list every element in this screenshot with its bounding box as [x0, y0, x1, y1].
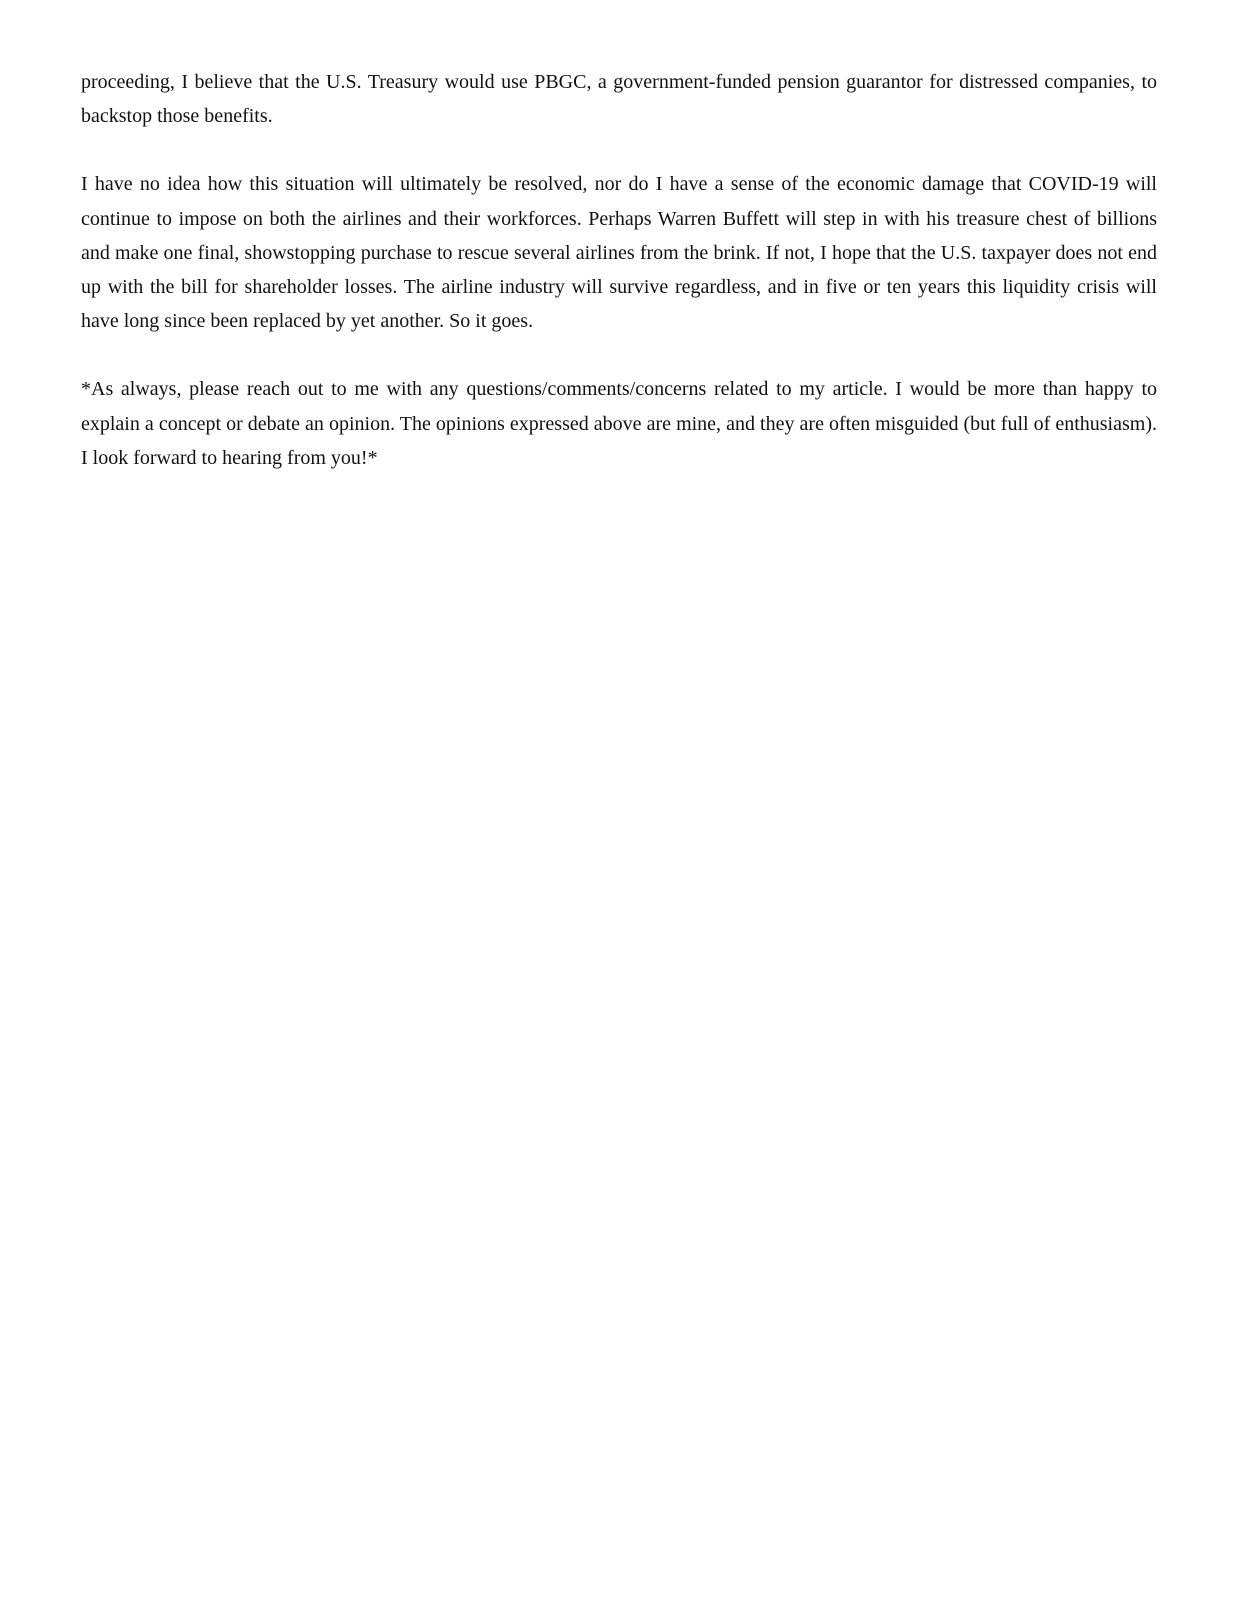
paragraph-resolution-outlook: I have no idea how this situation will ultimately be resolved, nor do I have a sense of the economic damage that COVID-19 will continue to impose on both the airlines and their workforces. Perhaps Warren Buffett will step in with his treasure chest of billions and make one final, showstopping purchase to rescue several airlines from the brink. If not, I hope that the U.S. taxpayer does not end up with the bill for shareholder losses. The airline industry will survive regardless, and in five or ten years this liquidity crisis will have long since been replaced by yet another. So it goes. — [81, 173, 1157, 333]
paragraph-author-note: *As always, please reach out to me with any questions/comments/concerns related to my article. I would be more than happy to explain a concept or debate an opinion. The opinions expressed above are mine, and they are often misguided (but full of enthusiasm). I look forward to hearing from you!* — [81, 378, 1157, 469]
paragraph-pbgc-backstop: proceeding, I believe that the U.S. Treasury would use PBGC, a government-funded pension guarantor for distressed companies, to backstop those benefits. — [81, 71, 1157, 128]
document-body — [81, 65, 1157, 475]
